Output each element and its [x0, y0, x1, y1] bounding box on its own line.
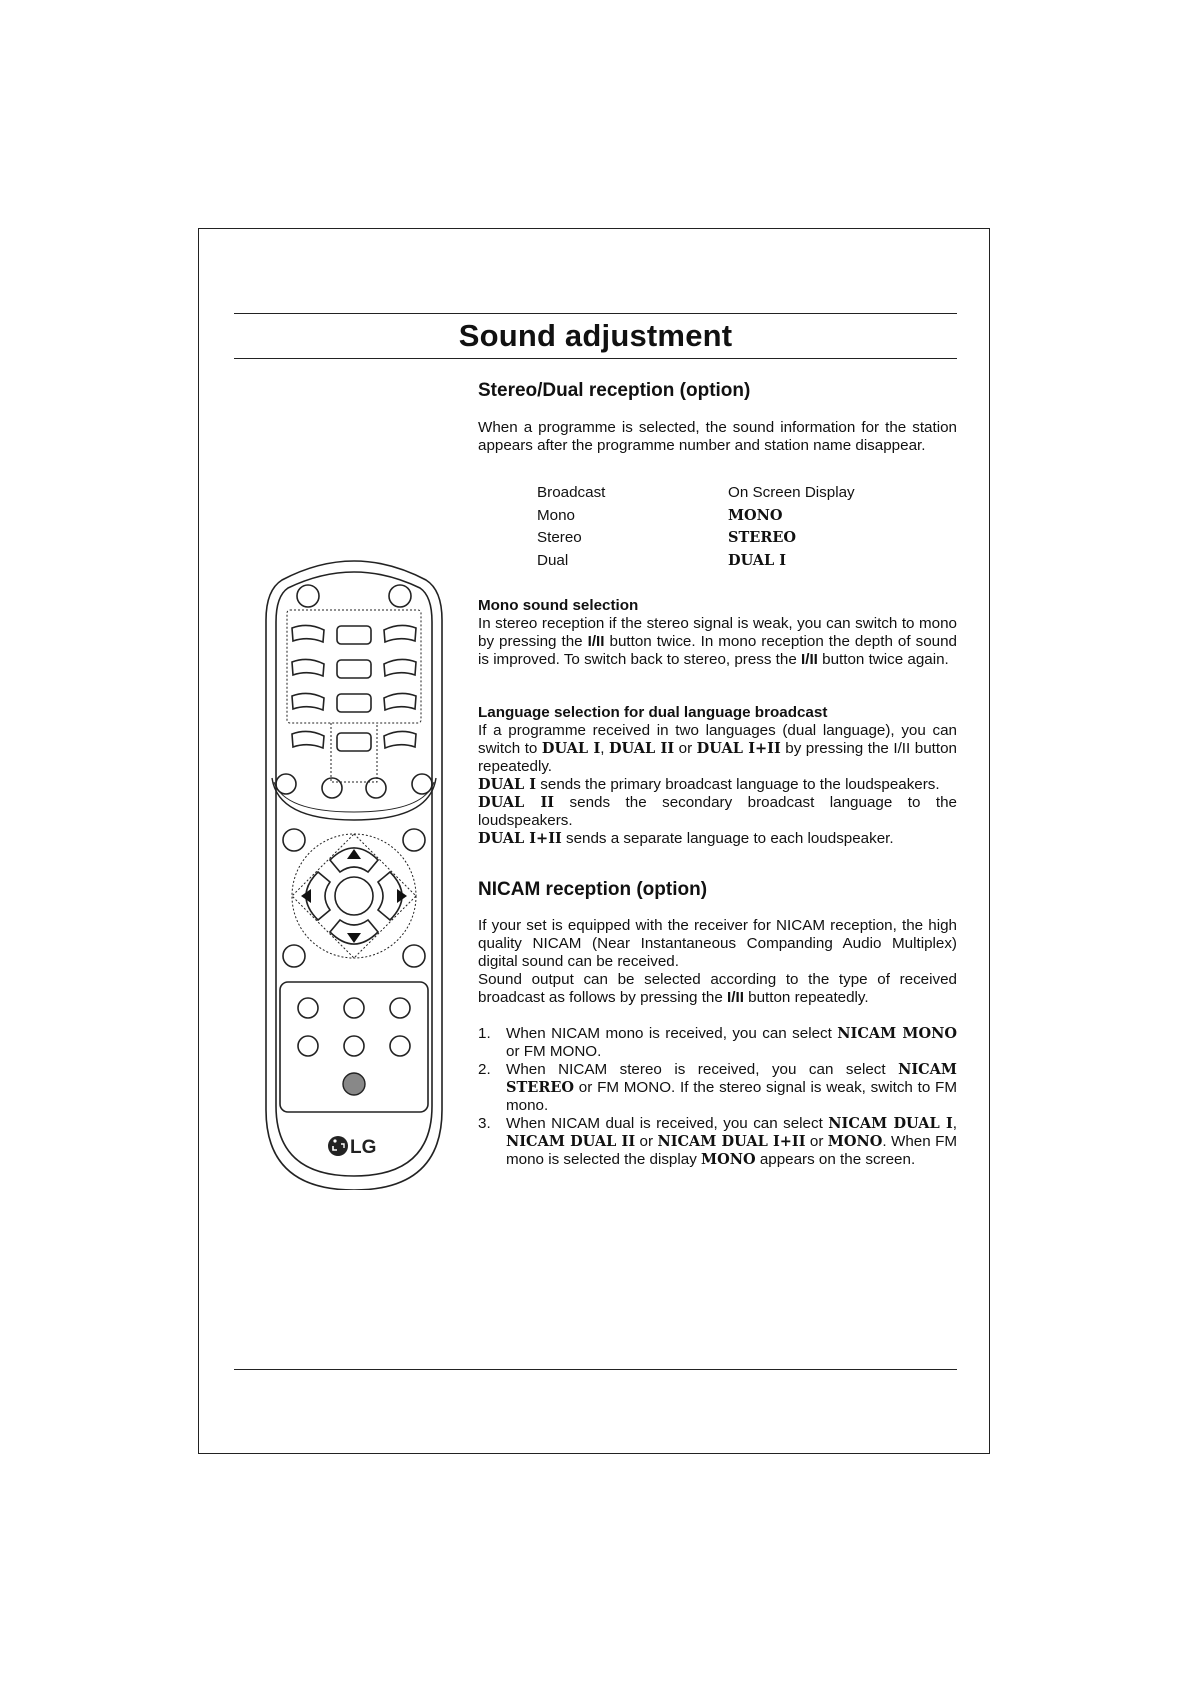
- page-title: Sound adjustment: [458, 318, 733, 353]
- osd-term: DUAL I+II: [478, 830, 562, 847]
- osd-cell: STEREO: [728, 529, 797, 546]
- stereo-intro: When a programme is selected, the sound information for the station appears after the programme number and station name disappear.: [478, 419, 957, 454]
- mono-text-2: button twice. In mono reception the depth of sound is improved. To switch back to stereo, press the: [478, 633, 957, 668]
- title-rule-top: [234, 313, 957, 314]
- osd-term: DUAL I: [478, 776, 537, 793]
- table-row: [537, 507, 957, 530]
- power-button-icon: [297, 585, 319, 607]
- footer-rule: [234, 1369, 957, 1370]
- step-text: When NICAM stereo is received, you can select: [506, 1061, 899, 1078]
- language-text: sends a separate language to each loudspeaker.: [561, 830, 894, 847]
- round-button-icon: [366, 778, 386, 798]
- language-paragraph: [478, 722, 957, 776]
- osd-term: DUAL I+II: [696, 740, 781, 757]
- button-label: I/II: [801, 651, 818, 668]
- list-item: [478, 1061, 957, 1115]
- lg-logo-icon: [328, 1136, 348, 1156]
- round-button-icon: [403, 829, 425, 851]
- step-number: 2.: [478, 1061, 491, 1078]
- osd-term: NICAM MONO: [837, 1025, 957, 1042]
- table-header-row: [537, 484, 957, 507]
- osd-cell: MONO: [728, 506, 783, 524]
- stereo-heading: Stereo/Dual reception (option): [478, 380, 751, 401]
- step-text: appears on the screen.: [755, 1151, 916, 1168]
- language-heading: Language selection for dual language broadcast: [478, 704, 828, 721]
- osd-term: DUAL I: [541, 740, 601, 757]
- nicam-heading: NICAM reception (option): [478, 879, 708, 900]
- table-header-broadcast: Broadcast: [537, 484, 606, 501]
- number-key-row-3: [292, 693, 416, 712]
- round-button-icon: [344, 1036, 364, 1056]
- list-item: [478, 1115, 957, 1169]
- mono-heading: Mono sound selection: [478, 597, 639, 614]
- step-number: 1.: [478, 1025, 491, 1042]
- number-key-row-1: [292, 625, 416, 644]
- round-button-icon: [298, 1036, 318, 1056]
- broadcast-table: [537, 484, 957, 574]
- osd-term: NICAM DUAL I+II: [657, 1133, 806, 1150]
- osd-term: NICAM DUAL II: [506, 1133, 636, 1150]
- list-item: [478, 1025, 957, 1061]
- number-key-row-4: [292, 731, 416, 751]
- osd-term: MONO: [701, 1151, 756, 1168]
- osd-term: DUAL II: [478, 794, 555, 811]
- step-text: or: [805, 1133, 828, 1150]
- title-rule-bottom: [234, 358, 957, 359]
- nicam-text: Sound output can be selected according to the type of received broadcast as follows by pressing the: [478, 971, 957, 1006]
- round-button-icon: [390, 998, 410, 1018]
- button-label: I/II: [727, 989, 744, 1006]
- nicam-steps: [478, 1025, 957, 1169]
- mono-text-3: button twice again.: [817, 651, 949, 668]
- arrow-up-icon: [347, 849, 361, 859]
- step-text: or FM MONO. If the stereo signal is weak, switch to FM mono.: [506, 1079, 957, 1114]
- osd-term: NICAM DUAL I: [828, 1115, 953, 1132]
- round-button-icon: [403, 945, 425, 967]
- nicam-section: [478, 917, 957, 1169]
- broadcast-cell: Mono: [537, 506, 575, 524]
- step-text: When NICAM mono is received, you can select: [506, 1025, 838, 1042]
- language-section: [478, 704, 957, 848]
- bottom-keys-dotted-area: [331, 723, 377, 782]
- dual12-description: [478, 830, 957, 848]
- broadcast-cell: Dual: [537, 551, 569, 569]
- language-text: sends the secondary broadcast language to the loudspeakers.: [478, 794, 957, 829]
- round-button-icon: [322, 778, 342, 798]
- osd-term: NICAM STEREO: [506, 1061, 957, 1096]
- nicam-intro-1: If your set is equipped with the receiver for NICAM reception, the high quality NICAM (Near Instantaneous Companding Audio Multiplex) digital sound can be received.: [478, 917, 957, 970]
- broadcast-cell: Stereo: [537, 529, 582, 546]
- round-button-icon: [298, 998, 318, 1018]
- table-row: [537, 552, 957, 575]
- language-text: If a programme received in two languages (dual language), you can switch to: [478, 722, 957, 757]
- step-text: or: [635, 1133, 658, 1150]
- number-key-row-2: [292, 659, 416, 678]
- osd-cell: DUAL I: [728, 551, 787, 569]
- round-button-icon: [390, 1036, 410, 1056]
- remote-control-illustration: [264, 550, 444, 1190]
- language-text: sends the primary broadcast language to the loudspeakers.: [536, 776, 940, 793]
- step-text: . When FM mono is selected the display: [506, 1133, 957, 1168]
- round-button-icon: [283, 945, 305, 967]
- dual1-description: [478, 776, 957, 794]
- table-header-osd: On Screen Display: [728, 484, 855, 501]
- top-right-button-icon: [389, 585, 411, 607]
- button-label: I/II: [893, 740, 911, 757]
- nicam-text: button repeatedly.: [743, 989, 869, 1006]
- round-button-icon: [283, 829, 305, 851]
- round-button-icon: [344, 998, 364, 1018]
- mono-text-1: In stereo reception if the stereo signal is weak, you can switch to mono by pressing the: [478, 615, 957, 650]
- grey-button-icon: [343, 1073, 365, 1095]
- nav-ok-button-icon: [335, 877, 373, 915]
- step-text: When NICAM dual is received, you can select: [506, 1115, 829, 1132]
- brand-label: LG: [350, 1137, 377, 1158]
- step-number: 3.: [478, 1115, 491, 1132]
- step-text: ,: [952, 1115, 957, 1132]
- mono-section: [478, 597, 957, 669]
- osd-term: DUAL II: [608, 740, 675, 757]
- osd-term: MONO: [827, 1133, 883, 1150]
- language-text: ,: [600, 740, 609, 757]
- language-text: or: [674, 740, 697, 757]
- arrow-down-icon: [347, 933, 361, 943]
- button-label: I/II: [587, 633, 605, 650]
- language-text: button repeatedly.: [478, 740, 957, 775]
- language-text: by pressing the: [780, 740, 894, 757]
- step-text: or FM MONO.: [506, 1043, 602, 1060]
- nicam-intro-2: [478, 971, 957, 1007]
- table-row: [537, 529, 957, 552]
- mono-paragraph: [478, 615, 957, 669]
- dual2-description: [478, 794, 957, 830]
